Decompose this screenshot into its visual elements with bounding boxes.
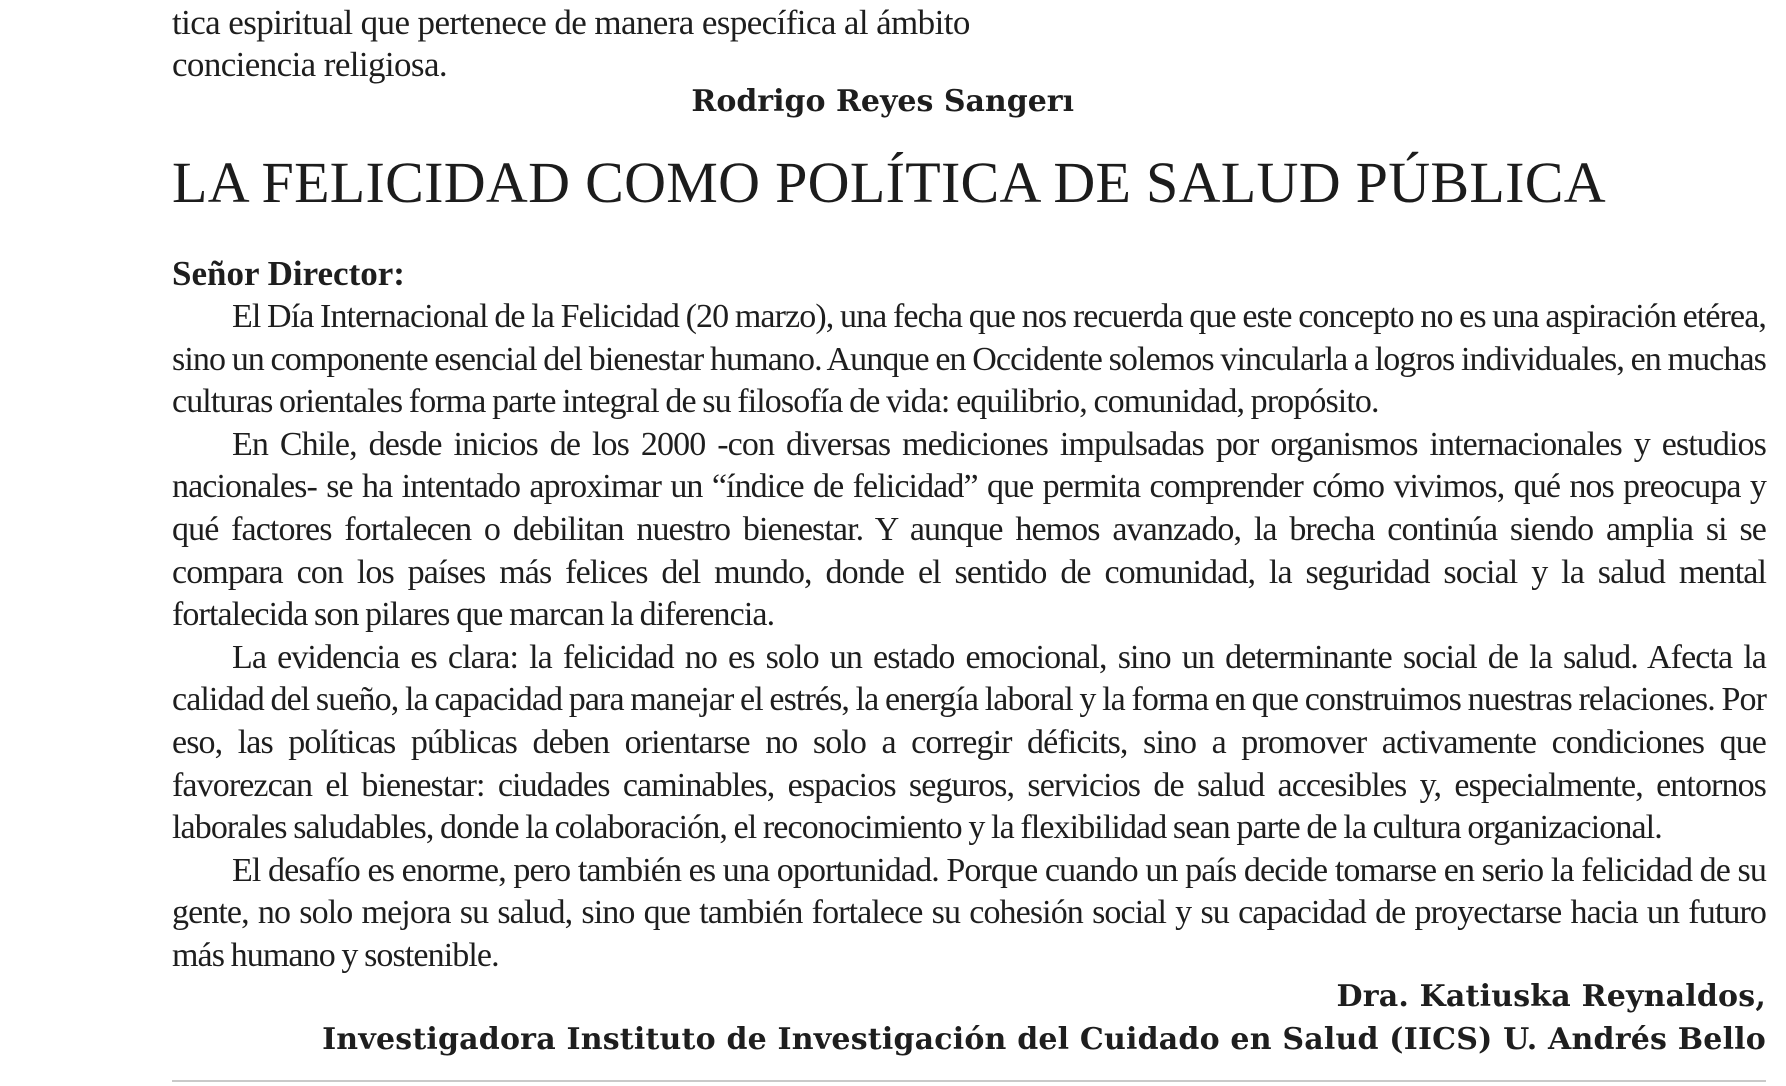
previous-letter-signature: Rodrigo Reyes Sangerı (691, 84, 1074, 119)
letter-body (172, 296, 1766, 978)
body-paragraph: En Chile, desde inicios de los 2000 -con diversas mediciones impulsadas por organismos internacionales y estudios nacionales- se ha intentado aproximar un “índice de felicidad” que permita comprender cómo vivimos, qué nos preocupa y qué factores fortalecen o debilitan nuestro bienestar. Y aunque hemos avanzado, la brecha continúa siendo amplia si se compara con los países más felices del mundo, donde el sentido de comunidad, la seguridad social y la salud mental fortalecida son pilares que marcan la diferencia. (172, 425, 1766, 634)
newspaper-page (172, 0, 1766, 1086)
body-paragraph: El desafío es enorme, pero también es una oportunidad. Porque cuando un país decide tomarse en serio la felicidad de su gente, no solo mejora su salud, sino que también fortalece su cohesión social y su capacidad de proyectarse hacia un futuro más humano y sostenible. (172, 851, 1766, 974)
previous-letter-text (172, 2, 1072, 86)
previous-letter-line: conciencia religiosa. (172, 45, 448, 84)
previous-letter-line: tica espiritual que pertenece de manera específica al ámbito (172, 3, 970, 42)
body-paragraph: La evidencia es clara: la felicidad no es solo un estado emocional, sino un determinante social de la salud. Afecta la calidad del sueño, la capacidad para manejar el estrés, la energía laboral y la forma en que construimos nuestras relaciones. Por eso, las políticas públicas deben orientarse no solo a corregir déficits, sino a promover activamente condiciones que favorezcan el bienestar: ciudades caminables, espacios seguros, servicios de salud accesibles y, especialmente, entornos laborales saludables, donde la colaboración, el reconocimiento y la flexibilidad sean parte de la cultura organizacional. (172, 638, 1766, 847)
body-paragraph: El Día Internacional de la Felicidad (20 marzo), una fecha que nos recuerda que este concepto no es una aspiración etérea, sino un componente esencial del bienestar humano. Aunque en Occidente solemos vincularla a logros individuales, en muchas culturas orientales forma parte integral de su filosofía de vida: equilibrio, comunidad, propósito. (172, 298, 1766, 421)
signature-affiliation: Investigadora Instituto de Investigación del Cuidado en Salud (IICS) U. Andrés Bello (322, 1022, 1766, 1057)
letter-signature (172, 975, 1766, 1061)
column-divider (172, 1080, 1766, 1082)
signature-name: Dra. Katiuska Reynaldos, (1336, 979, 1766, 1014)
letter-salutation: Señor Director: (172, 254, 405, 293)
article-headline: LA FELICIDAD COMO POLÍTICA DE SALUD PÚBLICA (172, 150, 1606, 215)
